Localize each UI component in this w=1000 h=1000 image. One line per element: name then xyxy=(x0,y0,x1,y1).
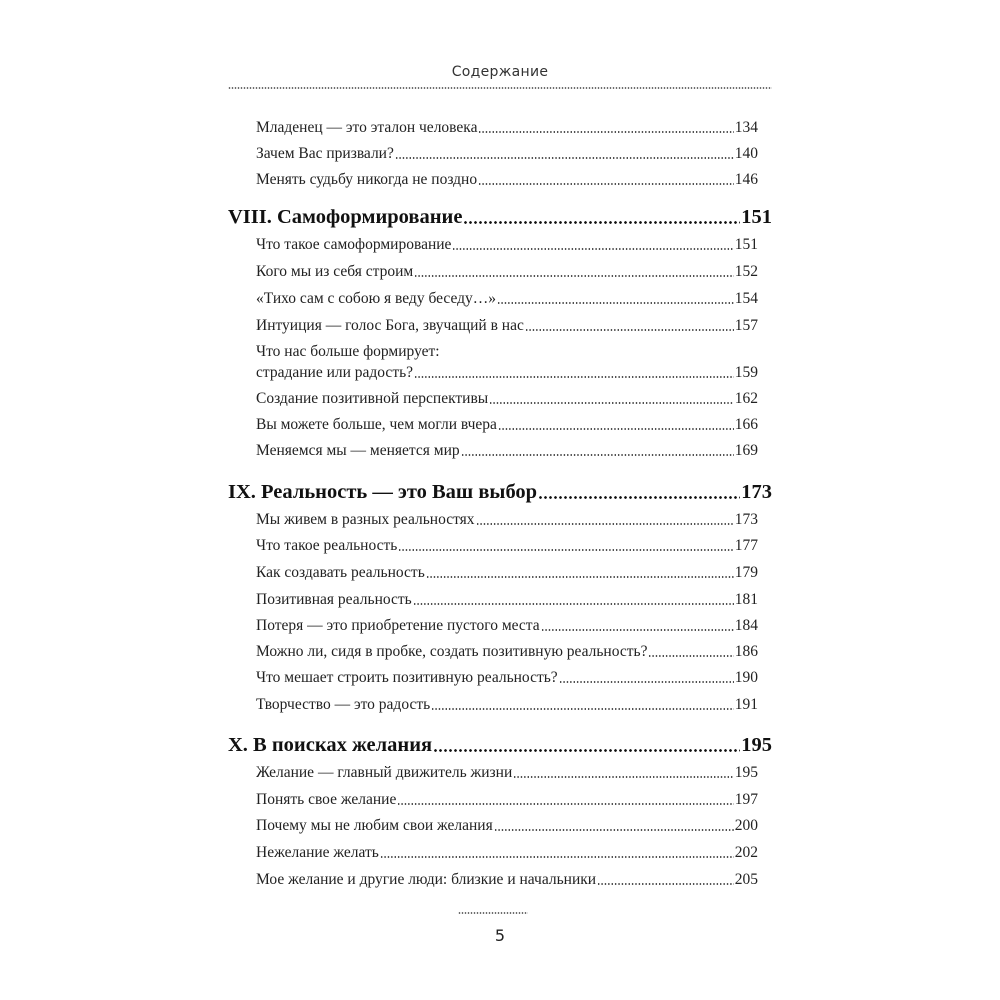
toc-entry xyxy=(256,871,758,889)
toc-entry xyxy=(256,442,758,460)
toc-page-number: 157 xyxy=(734,317,758,334)
toc-entry xyxy=(256,290,758,308)
toc-entry-title: Что такое самоформирование xyxy=(256,236,452,253)
toc-page-number: 202 xyxy=(734,844,758,861)
toc-entry xyxy=(256,171,758,189)
dot-leader xyxy=(597,883,734,885)
toc-entry xyxy=(256,145,758,163)
dot-leader xyxy=(413,603,734,605)
footer-dotted-rule xyxy=(458,912,528,914)
toc-chapter xyxy=(228,480,772,504)
toc-entry xyxy=(256,817,758,835)
toc-entry-title: Желание — главный движитель жизни xyxy=(256,764,513,781)
toc-page-number: 134 xyxy=(734,119,758,136)
dot-leader xyxy=(498,428,734,430)
dot-leader xyxy=(541,629,734,631)
toc-entry-title: Зачем Вас призвали? xyxy=(256,145,394,162)
toc-entry-title: Нежелание желать xyxy=(256,844,379,861)
header-dotted-rule xyxy=(228,87,772,89)
page-number: 5 xyxy=(494,926,506,945)
dot-leader xyxy=(414,376,734,378)
dot-leader xyxy=(431,708,734,710)
toc-entry xyxy=(256,696,758,714)
toc-entry-title: Кого мы из себя строим xyxy=(256,263,414,280)
toc-chapter-title: X. В поисках желания xyxy=(228,734,433,756)
toc-entry-title: Создание позитивной перспективы xyxy=(256,390,489,407)
toc-entry xyxy=(256,343,758,382)
toc-page-number: 191 xyxy=(734,696,758,713)
toc-page-number: 186 xyxy=(734,643,758,660)
toc-page-number: 162 xyxy=(734,390,758,407)
dot-leader xyxy=(538,496,740,499)
toc-entry-title: Как создавать реальность xyxy=(256,564,425,581)
dot-leader xyxy=(559,681,734,683)
dot-leader xyxy=(461,454,734,456)
toc-entry xyxy=(256,669,758,687)
toc-page-number: 152 xyxy=(734,263,758,280)
toc-page-number: 205 xyxy=(734,871,758,888)
toc-entry-title: Мое желание и другие люди: близкие и начальники xyxy=(256,871,597,888)
toc-page-number: 159 xyxy=(734,364,758,381)
toc-entry-title-line2: страдание или радость? xyxy=(256,364,414,381)
dot-leader xyxy=(489,402,734,404)
toc-entry-title: Творчество — это радость xyxy=(256,696,431,713)
toc-entry xyxy=(256,643,758,661)
toc-page-number: 169 xyxy=(734,442,758,459)
dot-leader xyxy=(497,302,734,304)
toc-entry-line2 xyxy=(256,364,758,382)
toc-entry-title: Вы можете больше, чем могли вчера xyxy=(256,416,497,433)
toc-entry xyxy=(256,263,758,281)
toc-chapter xyxy=(228,733,772,757)
toc-page-number: 146 xyxy=(734,171,758,188)
toc-entry xyxy=(256,791,758,809)
toc-entry xyxy=(256,236,758,254)
toc-entry xyxy=(256,390,758,408)
toc-entry xyxy=(256,317,758,335)
dot-leader xyxy=(380,856,734,858)
toc-page-number: 190 xyxy=(734,669,758,686)
toc-chapter-title: VIII. Самоформирование xyxy=(228,206,463,228)
dot-leader xyxy=(433,749,740,752)
toc-page-number: 184 xyxy=(734,617,758,634)
toc-page-number: 195 xyxy=(734,764,758,781)
toc-entry-title-line1: Что нас больше формирует: xyxy=(256,343,440,360)
running-header: Содержание xyxy=(451,64,549,80)
toc-page-number: 200 xyxy=(734,817,758,834)
toc-page-number: 151 xyxy=(734,236,758,253)
toc-page-number: 173 xyxy=(741,481,772,503)
dot-leader xyxy=(494,829,734,831)
dot-leader xyxy=(513,776,734,778)
toc-entry-title: Что мешает строить позитивную реальность? xyxy=(256,669,558,686)
toc-entry-title: Потеря — это приобретение пустого места xyxy=(256,617,540,634)
dot-leader xyxy=(476,523,734,525)
toc-entry-title: Почему мы не любим свои желания xyxy=(256,817,493,834)
dot-leader xyxy=(398,549,733,551)
toc-entry-title: «Тихо сам с собою я веду беседу…» xyxy=(256,290,497,307)
toc-page-number: 197 xyxy=(734,791,758,808)
toc-page-number: 154 xyxy=(734,290,758,307)
toc-entry xyxy=(256,564,758,582)
dot-leader xyxy=(478,131,733,133)
toc-entry-title: Интуиция — голос Бога, звучащий в нас xyxy=(256,317,524,334)
dot-leader xyxy=(397,803,733,805)
toc-entry-title: Понять свое желание xyxy=(256,791,397,808)
dot-leader xyxy=(452,248,733,250)
toc-page-number: 181 xyxy=(734,591,758,608)
toc-page-number: 195 xyxy=(741,734,772,756)
toc-entry-title: Младенец — это эталон человека xyxy=(256,119,478,136)
toc-entry xyxy=(256,416,758,434)
toc-entry-title: Менять судьбу никогда не поздно xyxy=(256,171,478,188)
toc-page-number: 179 xyxy=(734,564,758,581)
toc-page-number: 166 xyxy=(734,416,758,433)
toc-entry xyxy=(256,537,758,555)
toc-chapter-title: IX. Реальность — это Ваш выбор xyxy=(228,481,538,503)
dot-leader xyxy=(525,329,734,331)
toc-entry-title: Мы живем в разных реальностях xyxy=(256,511,475,528)
toc-chapter xyxy=(228,205,772,229)
toc-page-number: 151 xyxy=(741,206,772,228)
dot-leader xyxy=(648,655,733,657)
toc-entry xyxy=(256,764,758,782)
dot-leader xyxy=(478,183,734,185)
toc-entry-title: Что такое реальность xyxy=(256,537,398,554)
toc-entry xyxy=(256,591,758,609)
dot-leader xyxy=(426,576,734,578)
toc-entry xyxy=(256,511,758,529)
toc-entry-title: Меняемся мы — меняется мир xyxy=(256,442,460,459)
toc-entry-title: Можно ли, сидя в пробке, создать позитивную реальность? xyxy=(256,643,648,660)
toc-page-number: 173 xyxy=(734,511,758,528)
dot-leader xyxy=(463,221,740,224)
toc-entry-title: Позитивная реальность xyxy=(256,591,412,608)
toc-page-number: 140 xyxy=(734,145,758,162)
dot-leader xyxy=(414,275,734,277)
toc-entry xyxy=(256,119,758,137)
toc-page-number: 177 xyxy=(734,537,758,554)
toc-entry xyxy=(256,844,758,862)
dot-leader xyxy=(395,157,734,159)
toc-entry xyxy=(256,617,758,635)
